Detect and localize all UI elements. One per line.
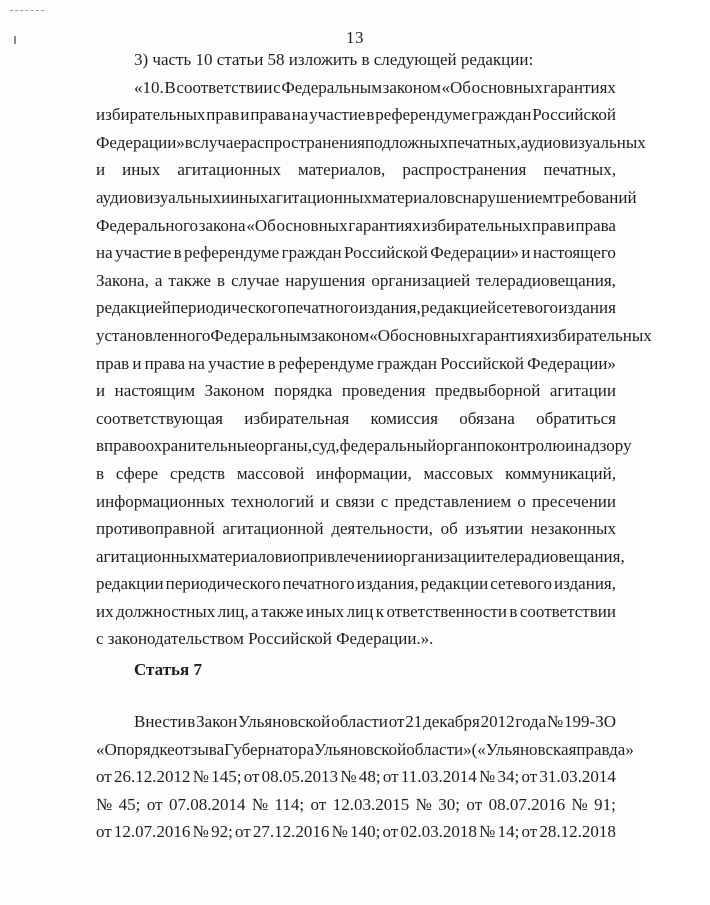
word: в — [184, 132, 193, 152]
amendment-intro: 3) часть 10 статьи 58 изложить в следующей редакции: — [134, 50, 534, 69]
word: телерадиовещания, — [485, 546, 625, 566]
word: и — [132, 353, 142, 373]
word: 92; — [211, 822, 233, 842]
word: избирательных — [96, 105, 206, 125]
word: прав — [531, 215, 565, 235]
word: Закона, — [96, 270, 149, 290]
word: от — [146, 794, 163, 814]
word: иных — [306, 601, 345, 621]
word: сетевого — [490, 574, 552, 594]
word: Федерации» — [96, 132, 185, 152]
word: от — [235, 822, 251, 842]
word: о — [291, 546, 301, 566]
word: в — [187, 712, 196, 731]
word: периодического — [165, 574, 281, 594]
word: № — [96, 794, 113, 814]
word: референдуме — [278, 353, 374, 373]
word: права — [575, 215, 616, 235]
word: № — [331, 822, 348, 842]
word: по — [476, 436, 495, 456]
word: законом — [311, 325, 370, 345]
text-line — [96, 239, 616, 267]
word: на — [96, 243, 113, 263]
scan-edge-mark — [10, 10, 44, 11]
word: Федерального — [96, 215, 199, 235]
word: с — [454, 187, 463, 207]
word: порядке — [116, 739, 175, 759]
word: основных — [398, 325, 470, 345]
text-line — [96, 598, 616, 626]
word: 140; — [350, 822, 381, 842]
word: граждан — [376, 353, 438, 373]
word: аудиовизуальных — [520, 132, 646, 152]
word: 145; — [211, 767, 242, 787]
word: Российской — [440, 353, 524, 373]
word: 2012 — [480, 712, 515, 731]
word: соответствии — [519, 601, 616, 621]
word: 114; — [274, 794, 305, 814]
word: прав — [96, 353, 130, 373]
word: года — [515, 712, 547, 731]
word: контролю — [494, 436, 566, 456]
word: гарантиях — [469, 325, 543, 345]
word: гарантиях — [543, 77, 616, 97]
word: референдуме — [375, 105, 471, 125]
word: коммуникаций, — [505, 463, 616, 483]
word: привлечении — [300, 546, 394, 566]
word: «10. — [134, 77, 164, 97]
word: сфере — [115, 463, 159, 483]
article-text — [96, 708, 634, 846]
word: в — [173, 243, 182, 263]
word: 91; — [594, 794, 616, 814]
word: в — [96, 463, 105, 483]
word: ответственности — [386, 601, 507, 621]
word: а — [251, 601, 259, 621]
word: печатных, — [543, 160, 616, 180]
word: их — [96, 601, 114, 621]
word: периодического — [171, 298, 287, 318]
word: основных — [471, 77, 543, 97]
text-line — [96, 515, 616, 543]
word: материалов — [199, 546, 283, 566]
word: 21 — [405, 712, 423, 731]
word: издания, — [356, 574, 419, 594]
word: 02.03.2018 — [400, 822, 477, 842]
word: в — [96, 436, 105, 456]
word: 30; — [438, 794, 460, 814]
word: 48; — [358, 767, 381, 787]
word: 34; — [497, 767, 520, 787]
word: и — [521, 243, 531, 263]
word: издания, — [554, 574, 616, 594]
word: 28.12.2018 — [539, 822, 616, 842]
word: от — [521, 822, 538, 842]
word: нарушения — [285, 270, 366, 290]
word: 31.03.2014 — [539, 767, 616, 787]
word: от — [243, 767, 260, 787]
word: издания — [558, 298, 616, 318]
word: редакцией — [96, 298, 172, 318]
word: редакции — [420, 574, 489, 594]
text-line — [96, 101, 616, 129]
word: № — [478, 767, 496, 787]
word: редакцией — [420, 298, 497, 318]
word: «Об — [369, 325, 399, 345]
word: В — [164, 77, 176, 97]
word: и — [565, 436, 575, 456]
word: от — [382, 822, 399, 842]
word: распространения — [402, 160, 527, 180]
word: соответствующая — [96, 408, 223, 428]
word: Ульяновской — [314, 739, 407, 759]
word: обратиться — [536, 408, 616, 428]
word: федеральный — [339, 436, 437, 456]
word: 14; — [497, 822, 520, 842]
word: 26.12.2012 — [113, 767, 191, 787]
text-line — [96, 570, 616, 598]
word: 12.07.2016 — [113, 822, 191, 842]
word: Российской — [344, 243, 428, 263]
word: от — [521, 767, 538, 787]
word: гарантиях — [348, 215, 421, 235]
word: на — [188, 353, 205, 373]
word: телерадиовещания, — [476, 270, 616, 290]
word: настоящего — [532, 243, 616, 263]
word: от — [466, 794, 483, 814]
word: референдуме — [184, 243, 280, 263]
word: также — [261, 601, 304, 621]
word: противоправной — [96, 519, 215, 539]
word: от — [382, 767, 399, 787]
word: права — [250, 105, 291, 125]
word: 08.05.2013 — [261, 767, 339, 787]
word: участие — [309, 105, 366, 125]
word: и — [96, 381, 106, 401]
word: Губернатора — [224, 739, 315, 759]
word: в — [366, 105, 375, 125]
text-line — [96, 212, 616, 240]
word: орган — [436, 436, 477, 456]
word: массовых — [423, 463, 494, 483]
word: организацией — [371, 270, 471, 290]
word: соответствии — [176, 77, 273, 97]
word: с — [273, 77, 281, 97]
word: № — [192, 767, 209, 787]
text-line — [96, 156, 616, 184]
word: издания, — [358, 298, 421, 318]
text-line — [96, 322, 652, 350]
text-line — [96, 736, 634, 764]
word: редакции — [96, 574, 164, 594]
word: также — [168, 270, 211, 290]
word: лиц, — [217, 601, 249, 621]
word: проведения — [341, 381, 426, 401]
amendment-last-line: с законодательством Российской Федерации.». — [96, 629, 434, 649]
word: отзыва — [174, 739, 225, 759]
word: массовой — [236, 463, 305, 483]
word: и — [240, 105, 250, 125]
text-line — [96, 432, 632, 460]
word: настоящим — [114, 381, 196, 401]
word: технологий — [231, 491, 314, 511]
word: представлением — [394, 491, 512, 511]
word: граждан — [471, 105, 532, 125]
article-heading: Статья 7 — [134, 660, 202, 679]
word: закона — [198, 215, 246, 235]
word: изъятии — [465, 519, 524, 539]
word: организации — [393, 546, 486, 566]
word: органы, — [255, 436, 312, 456]
word: случае — [231, 270, 280, 290]
word: о — [517, 491, 526, 511]
text-line — [96, 460, 616, 488]
word: обязана — [459, 408, 515, 428]
word: от — [310, 794, 327, 814]
word: на — [291, 105, 309, 125]
word: Федеральным — [281, 77, 382, 97]
word: от — [96, 822, 112, 842]
word: 11.03.2014 — [400, 767, 477, 787]
word: комиссия — [370, 408, 438, 428]
word: 07.08.2014 — [168, 794, 246, 814]
word: от — [388, 712, 405, 731]
word: материалов — [371, 187, 455, 207]
word: в — [217, 270, 226, 290]
word: агитационных — [177, 160, 281, 180]
word: прав — [206, 105, 240, 125]
word: агитации — [549, 381, 616, 401]
amendment-text — [96, 74, 652, 626]
word: № — [479, 822, 496, 842]
word: Ульяновской — [238, 712, 331, 731]
word: права — [144, 353, 186, 373]
word: иных — [230, 187, 269, 207]
word: декабря — [423, 712, 480, 731]
word: информационных — [96, 491, 225, 511]
word: Федерации» — [527, 353, 616, 373]
word: № — [571, 794, 588, 814]
text-line — [96, 129, 646, 157]
word: в — [267, 353, 276, 373]
word: нарушением — [462, 187, 554, 207]
word: материалов, — [298, 160, 386, 180]
word: надзору — [574, 436, 632, 456]
word: 27.12.2016 — [252, 822, 330, 842]
word: 199-ЗО — [564, 712, 616, 731]
amendment-block — [96, 46, 652, 653]
word: иных — [122, 160, 161, 180]
text-line — [96, 543, 625, 571]
word: участие — [208, 353, 265, 373]
word: «Об — [441, 77, 471, 97]
text-line — [96, 74, 616, 102]
word: избирательных — [421, 215, 531, 235]
word: должностных — [116, 601, 216, 621]
word: агитационных — [96, 546, 200, 566]
word: и — [282, 546, 292, 566]
word: к — [375, 601, 385, 621]
word: Законом — [204, 381, 265, 401]
word: и — [221, 187, 231, 207]
word: «Об — [246, 215, 276, 235]
word: Закон — [196, 712, 238, 731]
word: и — [565, 215, 575, 235]
text-line — [96, 267, 616, 295]
word: агитационной — [222, 519, 324, 539]
word: Внести — [134, 712, 187, 731]
word: лиц — [346, 601, 374, 621]
word: № — [415, 794, 432, 814]
word: печатного — [282, 574, 355, 594]
word: деятельности, — [331, 519, 433, 539]
word: Российской — [532, 105, 616, 125]
article-block — [96, 708, 634, 846]
word: подложных — [365, 132, 449, 152]
word: порядка — [274, 381, 333, 401]
word: печатного — [286, 298, 359, 318]
word: с — [380, 491, 389, 511]
text-line — [96, 791, 616, 819]
word: области» — [406, 739, 472, 759]
word: случае — [192, 132, 241, 152]
word: и — [96, 160, 106, 180]
text-line — [96, 184, 637, 212]
word: 08.07.2016 — [488, 794, 566, 814]
word: 45; — [118, 794, 141, 814]
word: пресечении — [532, 491, 616, 511]
word: агитационных — [268, 187, 372, 207]
page-number: 13 — [346, 28, 364, 47]
word: предвыборной — [434, 381, 541, 401]
text-line — [96, 708, 616, 736]
word: избирательных — [542, 325, 652, 345]
word: законом — [382, 77, 441, 97]
text-line — [96, 405, 616, 433]
word: установленного — [96, 325, 211, 345]
word: связи — [335, 491, 375, 511]
word: Федерации» — [430, 243, 519, 263]
word: и — [320, 491, 330, 511]
text-line — [96, 377, 616, 405]
word: сетевого — [496, 298, 559, 318]
word: основных — [276, 215, 348, 235]
word: № — [251, 794, 269, 814]
word: требований — [553, 187, 637, 207]
word: об — [440, 519, 458, 539]
word: распространения — [241, 132, 365, 152]
word: 12.03.2015 — [332, 794, 410, 814]
word: аудиовизуальных — [96, 187, 222, 207]
word: информации, — [316, 463, 412, 483]
word: незаконных — [530, 519, 616, 539]
text-line — [96, 350, 616, 378]
word: печатных, — [448, 132, 521, 152]
word: № — [340, 767, 357, 787]
word: («Ульяновская — [471, 739, 577, 759]
word: от — [96, 767, 112, 787]
word: суд, — [311, 436, 340, 456]
text-line — [96, 488, 616, 516]
word: правоохранительные — [104, 436, 256, 456]
word: правда» — [576, 739, 634, 759]
word: № — [192, 822, 209, 842]
text-line — [96, 763, 616, 791]
word: средств — [170, 463, 226, 483]
word: граждан — [281, 243, 342, 263]
word: в — [509, 601, 518, 621]
word: области — [331, 712, 388, 731]
text-line — [96, 818, 616, 846]
word: Федеральным — [210, 325, 312, 345]
word: участие — [115, 243, 172, 263]
word: избирательная — [244, 408, 350, 428]
text-line — [96, 294, 616, 322]
word: а — [154, 270, 163, 290]
word: «О — [96, 739, 117, 759]
word: № — [546, 712, 564, 731]
